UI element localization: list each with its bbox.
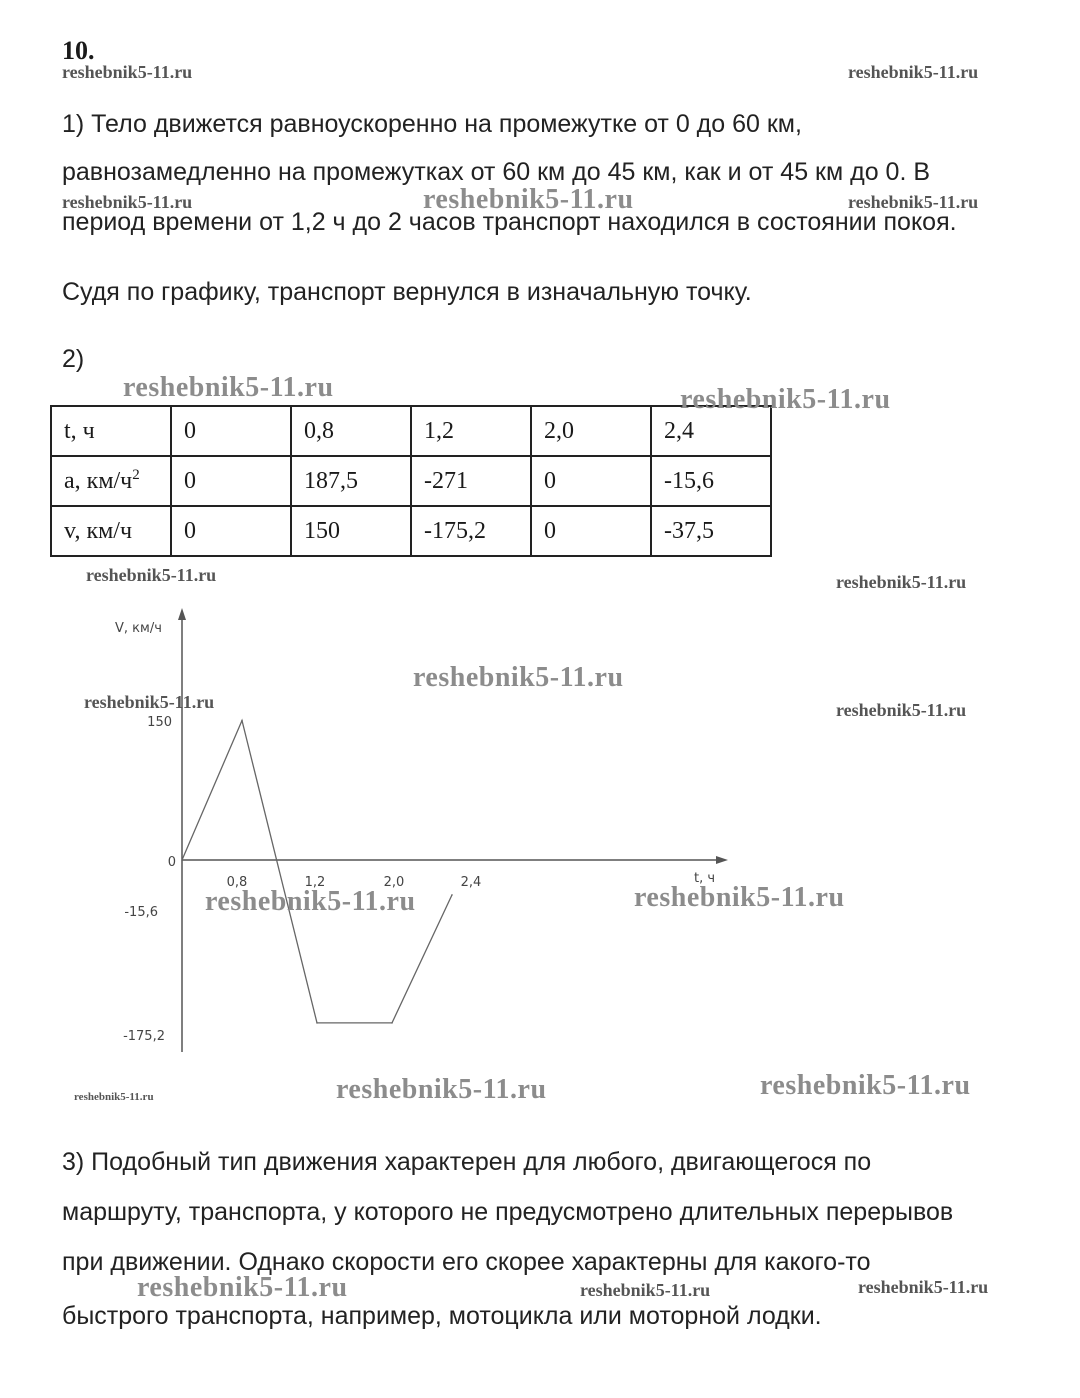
table-cell: -175,2 [411,506,531,556]
part1-line-3: период времени от 1,2 ч до 2 часов транспорт находился в состоянии покоя. [62,208,957,236]
watermark: reshebnik5-11.ru [137,1272,348,1303]
table-cell: 187,5 [291,456,411,506]
watermark: reshebnik5-11.ru [205,886,416,917]
table-cell: -271 [411,456,531,506]
table-cell: 0 [171,456,291,506]
table-cell: -15,6 [651,456,771,506]
part3-line-1: 3) Подобный тип движения характерен для любого, двигающегося по [62,1148,872,1176]
table-cell: 0 [171,406,291,456]
table-row-header: a, $км/ч^2$ [51,456,171,506]
table-cell: 0 [531,456,651,506]
watermark: reshebnik5-11.ru [336,1074,547,1105]
part1-line-2: равнозамедленно на промежутках от 60 км до 45 км, как и от 45 км до 0. В [62,158,931,186]
watermark: reshebnik5-11.ru [84,692,215,712]
data-point [181,859,183,861]
y-tick-label: -175,2 [123,1029,165,1044]
table-cell: 0 [171,506,291,556]
watermark: reshebnik5-11.ru [848,62,979,82]
watermark: reshebnik5-11.ru [413,662,624,693]
table-cell: 0,8 [291,406,411,456]
table-row-header: t, ч [51,406,171,456]
y-tick-label: -15,6 [124,905,158,920]
part2-label: 2) [62,345,85,373]
part3-line-3: при движении. Однако скорости его скорее характерны для какого-то [62,1248,871,1276]
watermark: reshebnik5-11.ru [423,184,634,215]
data-point [451,894,453,896]
x-tick-label: 2,0 [383,875,405,890]
y-tick-label: 0 [167,855,176,870]
watermark: reshebnik5-11.ru [634,882,845,913]
watermark: reshebnik5-11.ru [74,1091,154,1103]
x-tick-label: 2,4 [460,875,482,890]
table-cell: 2,4 [651,406,771,456]
watermark: reshebnik5-11.ru [848,192,979,212]
task-number: 10. [62,36,95,65]
table-cell: 150 [291,506,411,556]
table-cell: 0 [531,506,651,556]
watermark: reshebnik5-11.ru [580,1280,711,1300]
y-axis-arrow [178,608,186,620]
table-cell: 1,2 [411,406,531,456]
table-cell: -37,5 [651,506,771,556]
watermark: reshebnik5-11.ru [836,572,967,592]
watermark: reshebnik5-11.ru [680,384,891,415]
velocity-line [182,721,452,1023]
table-row [51,406,771,456]
values-table [50,405,772,557]
x-tick-label: 1,2 [304,875,326,890]
part1-line-4: Судя по графику, транспорт вернулся в изначальную точку. [62,278,752,306]
watermark: reshebnik5-11.ru [760,1070,971,1101]
part3-line-4: быстрого транспорта, например, мотоцикла или моторной лодки. [62,1302,822,1330]
table-row [51,506,771,556]
watermark: reshebnik5-11.ru [836,700,967,720]
part3-line-2: маршруту, транспорта, у которого не предусмотрено длительных перерывов [62,1198,954,1226]
y-axis-label: V, км/ч [115,621,162,636]
y-tick-label: 150 [147,715,172,730]
watermark: reshebnik5-11.ru [62,62,193,82]
table-row-header: v, км/ч [51,506,171,556]
table-row [51,456,771,506]
watermark: reshebnik5-11.ru [86,565,217,585]
watermark: reshebnik5-11.ru [62,192,193,212]
part1-line-1: 1) Тело движется равноускоренно на промежутке от 0 до 60 км, [62,110,802,138]
velocity-chart [0,590,760,1070]
x-axis-arrow [716,856,728,864]
watermark: reshebnik5-11.ru [123,372,334,403]
data-point [241,720,243,722]
x-axis-label: t, ч [694,871,716,886]
watermark: reshebnik5-11.ru [858,1277,989,1297]
table-cell: 2,0 [531,406,651,456]
data-point [391,1022,393,1024]
x-tick-label: 0,8 [226,875,248,890]
data-point [316,1022,318,1024]
